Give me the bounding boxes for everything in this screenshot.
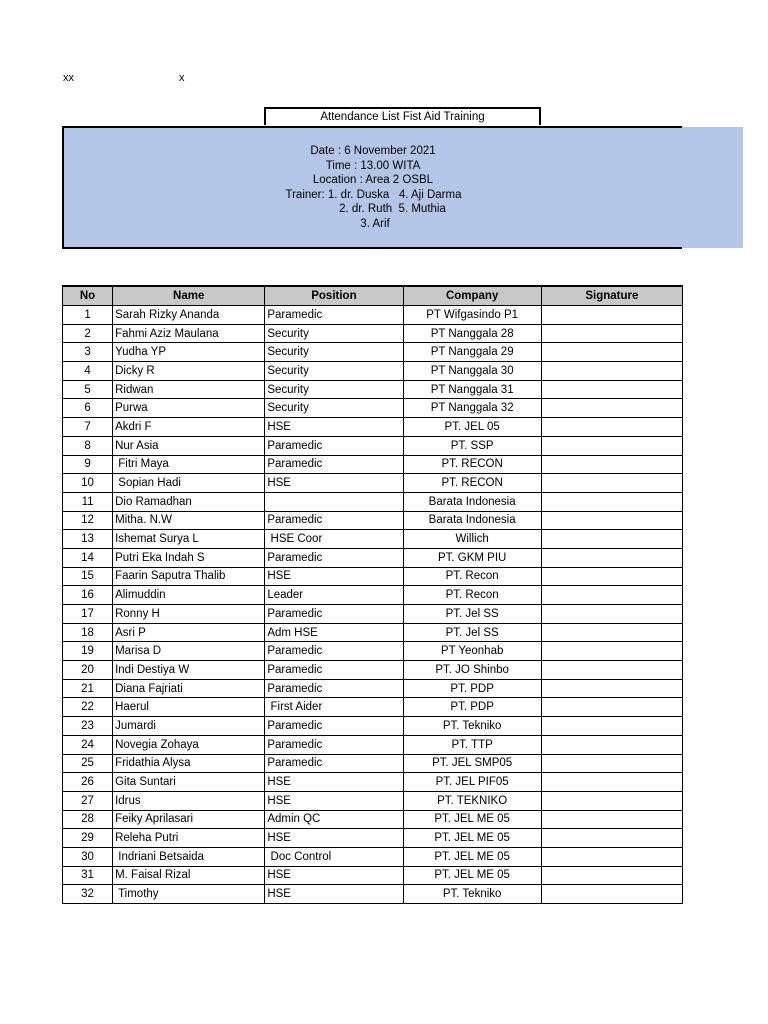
- row-position: Security: [265, 380, 403, 399]
- row-company: PT Nanggala 31: [403, 380, 541, 399]
- row-name: Novegia Zohaya: [113, 735, 265, 754]
- row-company: PT. Recon: [403, 586, 541, 605]
- row-company: PT. JEL ME 05: [403, 810, 541, 829]
- row-name: Putri Eka Indah S: [113, 548, 265, 567]
- row-company: PT Nanggala 29: [403, 343, 541, 362]
- row-position: Paramedic: [265, 642, 403, 661]
- row-name: Sopian Hadi: [113, 474, 265, 493]
- row-position: Adm HSE: [265, 623, 403, 642]
- row-signature: [541, 455, 682, 474]
- row-name: Fahmi Aziz Maulana: [113, 324, 265, 343]
- row-signature: [541, 418, 682, 437]
- row-number: 12: [63, 511, 113, 530]
- row-position: Paramedic: [265, 548, 403, 567]
- row-number: 5: [63, 380, 113, 399]
- table-row: [63, 362, 683, 381]
- row-number: 32: [63, 885, 113, 904]
- row-position: Security: [265, 399, 403, 418]
- corner-mark-left: xx: [63, 72, 74, 84]
- table-row: [63, 324, 683, 343]
- table-row: [63, 698, 683, 717]
- table-row: [63, 586, 683, 605]
- table-row: [63, 380, 683, 399]
- row-company: PT Wifgasindo P1: [403, 306, 541, 325]
- document-title: Attendance List Fist Aid Training: [264, 107, 541, 125]
- header-name: Name: [113, 286, 265, 306]
- row-number: 4: [63, 362, 113, 381]
- row-signature: [541, 530, 682, 549]
- row-position: Paramedic: [265, 511, 403, 530]
- row-position: HSE: [265, 866, 403, 885]
- row-company: PT. JEL ME 05: [403, 829, 541, 848]
- row-number: 3: [63, 343, 113, 362]
- row-number: 9: [63, 455, 113, 474]
- row-position: Paramedic: [265, 661, 403, 680]
- table-row: [63, 455, 683, 474]
- row-name: Mitha. N.W: [113, 511, 265, 530]
- row-number: 29: [63, 829, 113, 848]
- row-number: 26: [63, 773, 113, 792]
- row-number: 2: [63, 324, 113, 343]
- row-position: HSE: [265, 829, 403, 848]
- row-company: PT. JEL PIF05: [403, 773, 541, 792]
- row-signature: [541, 343, 682, 362]
- row-signature: [541, 306, 682, 325]
- row-company: PT. JEL ME 05: [403, 847, 541, 866]
- row-position: Security: [265, 324, 403, 343]
- row-number: 13: [63, 530, 113, 549]
- row-name: Diana Fajriati: [113, 679, 265, 698]
- table-row: [63, 885, 683, 904]
- row-company: PT Nanggala 32: [403, 399, 541, 418]
- row-name: Dio Ramadhan: [113, 492, 265, 511]
- row-name: Akdri F: [113, 418, 265, 437]
- training-info-panel: [62, 126, 682, 249]
- training-time: Time : 13.00 WITA: [325, 159, 421, 172]
- row-signature: [541, 717, 682, 736]
- table-row: [63, 548, 683, 567]
- table-row: [63, 829, 683, 848]
- row-number: 21: [63, 679, 113, 698]
- table-row: [63, 530, 683, 549]
- corner-mark-right: x: [179, 72, 185, 84]
- table-row: [63, 511, 683, 530]
- row-signature: [541, 380, 682, 399]
- table-header-row: [63, 286, 683, 306]
- table-row: [63, 717, 683, 736]
- trainer-line-1: Trainer: 1. dr. Duska 4. Aji Darma: [285, 188, 462, 201]
- row-name: Idrus: [113, 791, 265, 810]
- row-name: Haerul: [113, 698, 265, 717]
- row-company: PT. JEL SMP05: [403, 754, 541, 773]
- row-company: PT. JEL 05: [403, 418, 541, 437]
- row-number: 28: [63, 810, 113, 829]
- row-signature: [541, 679, 682, 698]
- table-row: [63, 791, 683, 810]
- row-name: Marisa D: [113, 642, 265, 661]
- row-number: 1: [63, 306, 113, 325]
- row-company: Willich: [403, 530, 541, 549]
- row-company: PT. RECON: [403, 474, 541, 493]
- row-number: 22: [63, 698, 113, 717]
- row-signature: [541, 586, 682, 605]
- table-row: [63, 492, 683, 511]
- row-name: Sarah Rizky Ananda: [113, 306, 265, 325]
- row-position: [265, 492, 403, 511]
- row-company: PT Nanggala 28: [403, 324, 541, 343]
- row-name: Fridathia Alysa: [113, 754, 265, 773]
- row-company: PT. GKM PIU: [403, 548, 541, 567]
- row-number: 25: [63, 754, 113, 773]
- row-position: HSE Coor: [265, 530, 403, 549]
- row-signature: [541, 847, 682, 866]
- row-signature: [541, 885, 682, 904]
- row-position: HSE: [265, 418, 403, 437]
- row-number: 27: [63, 791, 113, 810]
- row-signature: [541, 773, 682, 792]
- row-number: 7: [63, 418, 113, 437]
- row-position: First Aider: [265, 698, 403, 717]
- row-company: PT. RECON: [403, 455, 541, 474]
- row-company: PT. TEKNIKO: [403, 791, 541, 810]
- row-position: HSE: [265, 773, 403, 792]
- row-position: Security: [265, 343, 403, 362]
- row-signature: [541, 511, 682, 530]
- header-position: Position: [265, 286, 403, 306]
- row-signature: [541, 436, 682, 455]
- row-position: Paramedic: [265, 605, 403, 624]
- table-row: [63, 642, 683, 661]
- row-name: Indriani Betsaida: [113, 847, 265, 866]
- row-number: 23: [63, 717, 113, 736]
- row-name: Fitri Maya: [113, 455, 265, 474]
- row-position: Paramedic: [265, 717, 403, 736]
- row-company: PT. PDP: [403, 679, 541, 698]
- attendance-rows: [63, 306, 683, 904]
- table-row: [63, 567, 683, 586]
- table-row: [63, 847, 683, 866]
- row-number: 8: [63, 436, 113, 455]
- row-name: Feiky Aprilasari: [113, 810, 265, 829]
- row-name: Jumardi: [113, 717, 265, 736]
- row-signature: [541, 791, 682, 810]
- row-position: Paramedic: [265, 754, 403, 773]
- row-name: Nur Asia: [113, 436, 265, 455]
- row-position: Security: [265, 362, 403, 381]
- row-number: 15: [63, 567, 113, 586]
- row-signature: [541, 623, 682, 642]
- table-row: [63, 661, 683, 680]
- header-no: No: [63, 286, 113, 306]
- row-position: HSE: [265, 474, 403, 493]
- row-number: 17: [63, 605, 113, 624]
- table-row: [63, 474, 683, 493]
- row-number: 16: [63, 586, 113, 605]
- row-name: Dicky R: [113, 362, 265, 381]
- table-row: [63, 343, 683, 362]
- row-position: Doc Control: [265, 847, 403, 866]
- training-location: Location : Area 2 OSBL: [312, 174, 434, 187]
- row-company: PT. Tekniko: [403, 717, 541, 736]
- row-number: 20: [63, 661, 113, 680]
- row-number: 24: [63, 735, 113, 754]
- row-signature: [541, 829, 682, 848]
- row-company: Barata Indonesia: [403, 511, 541, 530]
- row-name: Yudha YP: [113, 343, 265, 362]
- row-signature: [541, 754, 682, 773]
- row-signature: [541, 399, 682, 418]
- row-number: 11: [63, 492, 113, 511]
- row-signature: [541, 735, 682, 754]
- row-company: PT Yeonhab: [403, 642, 541, 661]
- row-position: HSE: [265, 567, 403, 586]
- row-name: Indi Destiya W: [113, 661, 265, 680]
- row-signature: [541, 866, 682, 885]
- header-company: Company: [403, 286, 541, 306]
- row-number: 18: [63, 623, 113, 642]
- row-position: Paramedic: [265, 306, 403, 325]
- row-position: Paramedic: [265, 735, 403, 754]
- row-company: PT. PDP: [403, 698, 541, 717]
- table-row: [63, 866, 683, 885]
- row-company: PT. JO Shinbo: [403, 661, 541, 680]
- training-date: Date : 6 November 2021: [310, 145, 436, 157]
- row-company: PT. TTP: [403, 735, 541, 754]
- row-position: Paramedic: [265, 436, 403, 455]
- trainer-line-2: 2. dr. Ruth 5. Muthia: [339, 203, 446, 216]
- trainer-line-3: 3. Arif: [360, 217, 390, 230]
- row-name: Asri P: [113, 623, 265, 642]
- row-company: PT. JEL ME 05: [403, 866, 541, 885]
- row-number: 10: [63, 474, 113, 493]
- row-name: Ronny H: [113, 605, 265, 624]
- row-name: Gita Suntari: [113, 773, 265, 792]
- table-row: [63, 735, 683, 754]
- table-row: [63, 773, 683, 792]
- training-info-text: [64, 144, 682, 232]
- row-position: Leader: [265, 586, 403, 605]
- row-name: Faarin Saputra Thalib: [113, 567, 265, 586]
- attendance-table: [62, 285, 683, 904]
- row-name: M. Faisal Rizal: [113, 866, 265, 885]
- row-signature: [541, 810, 682, 829]
- table-row: [63, 418, 683, 437]
- row-company: PT. Recon: [403, 567, 541, 586]
- row-name: Ishemat Surya L: [113, 530, 265, 549]
- table-row: [63, 436, 683, 455]
- row-position: Admin QC: [265, 810, 403, 829]
- row-signature: [541, 474, 682, 493]
- row-name: Alimuddin: [113, 586, 265, 605]
- info-panel-extension: [682, 127, 743, 248]
- row-number: 30: [63, 847, 113, 866]
- row-name: Purwa: [113, 399, 265, 418]
- row-company: PT. SSP: [403, 436, 541, 455]
- row-position: HSE: [265, 791, 403, 810]
- row-company: PT. Jel SS: [403, 623, 541, 642]
- row-name: Ridwan: [113, 380, 265, 399]
- row-position: Paramedic: [265, 455, 403, 474]
- row-signature: [541, 698, 682, 717]
- row-name: Timothy: [113, 885, 265, 904]
- row-position: Paramedic: [265, 679, 403, 698]
- table-row: [63, 679, 683, 698]
- table-row: [63, 605, 683, 624]
- row-signature: [541, 324, 682, 343]
- table-row: [63, 623, 683, 642]
- row-signature: [541, 548, 682, 567]
- row-signature: [541, 567, 682, 586]
- row-number: 31: [63, 866, 113, 885]
- row-number: 19: [63, 642, 113, 661]
- row-number: 6: [63, 399, 113, 418]
- table-row: [63, 754, 683, 773]
- row-company: PT. Jel SS: [403, 605, 541, 624]
- table-row: [63, 306, 683, 325]
- row-position: HSE: [265, 885, 403, 904]
- row-company: PT Nanggala 30: [403, 362, 541, 381]
- table-row: [63, 399, 683, 418]
- table-row: [63, 810, 683, 829]
- row-company: Barata Indonesia: [403, 492, 541, 511]
- row-number: 14: [63, 548, 113, 567]
- row-signature: [541, 492, 682, 511]
- row-signature: [541, 661, 682, 680]
- row-signature: [541, 362, 682, 381]
- row-signature: [541, 642, 682, 661]
- header-signature: Signature: [541, 286, 682, 306]
- row-name: Releha Putri: [113, 829, 265, 848]
- row-company: PT. Tekniko: [403, 885, 541, 904]
- row-signature: [541, 605, 682, 624]
